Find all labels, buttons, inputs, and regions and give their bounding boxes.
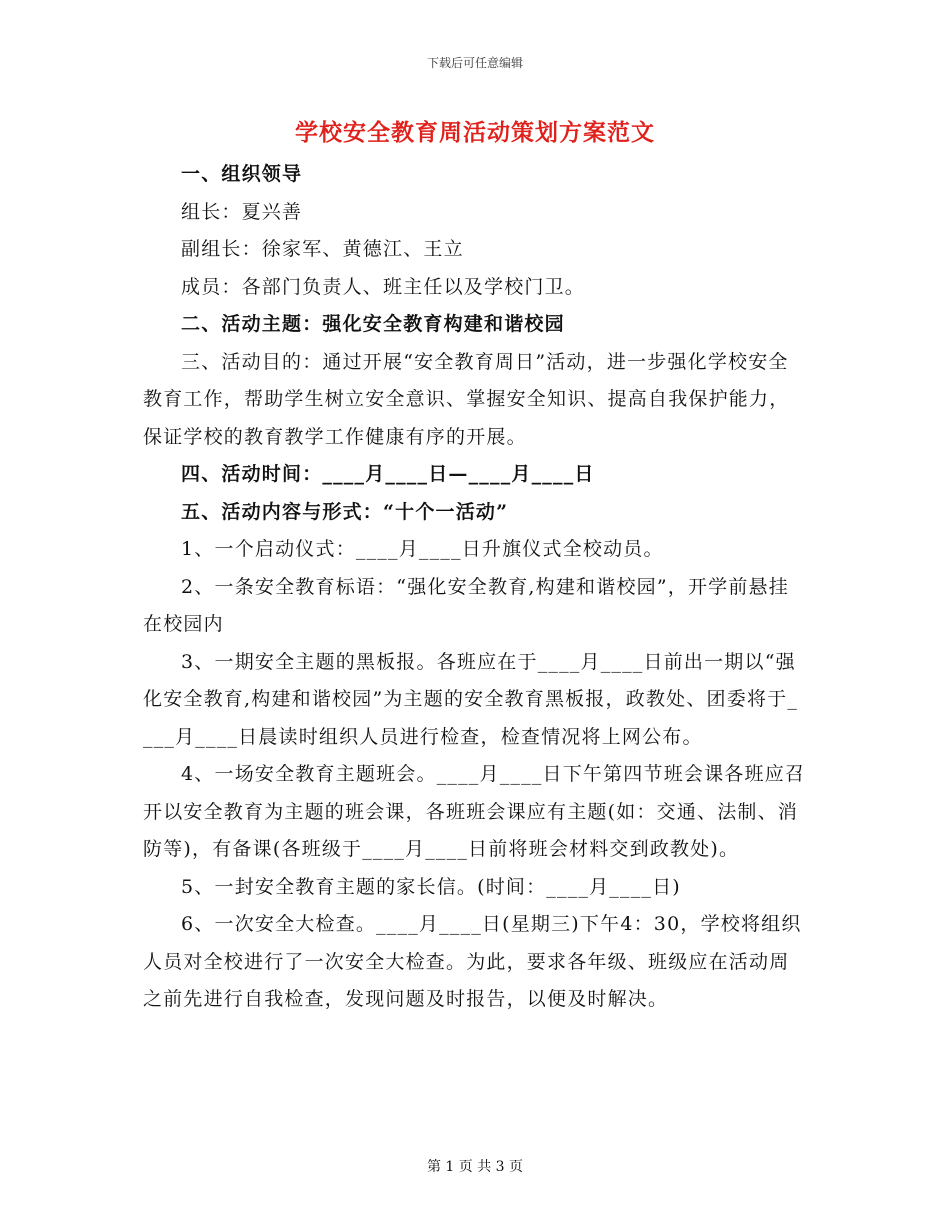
- paragraph: 副组长：徐家军、黄德江、王立: [181, 238, 464, 260]
- paragraph: 二、活动主题：强化安全教育构建和谐校园: [181, 313, 565, 335]
- paragraph: 1、一个启动仪式：____月____日升旗仪式全校动员。: [181, 538, 664, 560]
- paragraph: 三、活动目的：通过开展“安全教育周日”活动，进一步强化学校安全教育工作，帮助学生树立安全意识、掌握安全知识、提高自我保护能力，保证学校的教育教学工作健康有序的开展。: [143, 350, 790, 448]
- paragraph: 2、一条安全教育标语：“强化安全教育,构建和谐校园”，开学前悬挂在校园内: [143, 575, 789, 635]
- paragraph: 五、活动内容与形式：“十个一活动”: [181, 500, 509, 523]
- page-footer: 第 1 页 共 3 页: [426, 1159, 524, 1175]
- paragraph: 6、一次安全大检查。____月____日(星期三)下午4：30，学校将组织人员对全校进行了一次安全大检查。为此，要求各年级、班级应在活动周之前先进行自我检查，发现问题及时报告，以便及时解决。: [143, 913, 802, 1010]
- document-body: [143, 156, 808, 1019]
- paragraph: 组长：夏兴善: [181, 200, 303, 223]
- paragraph: 四、活动时间：____月____日—____月____日: [181, 463, 595, 485]
- paragraph: 5、一封安全教育主题的家长信。(时间：____月____日): [181, 875, 681, 898]
- paragraph: 3、一期安全主题的黑板报。各班应在于____月____日前出一期以“强化安全教育,构建和谐校园”为主题的安全教育黑板报，政教处、团委将于____月____日晨读时组织人员进行检查，检查情况将上网公布。: [143, 650, 799, 748]
- paragraph: 一、组织领导: [181, 163, 303, 185]
- paragraph: 4、一场安全教育主题班会。____月____日下午第四节班会课各班应召开以安全教育为主题的班会课，各班班会课应有主题(如：交通、法制、消防等)，有备课(各班级于____月____日前将班会材料交到政教处)。: [143, 763, 806, 860]
- header-note: 下载后可任意编辑: [426, 56, 523, 70]
- document-title: 学校安全教育周活动策划方案范文: [295, 119, 655, 146]
- paragraph: 成员：各部门负责人、班主任以及学校门卫。: [181, 275, 586, 298]
